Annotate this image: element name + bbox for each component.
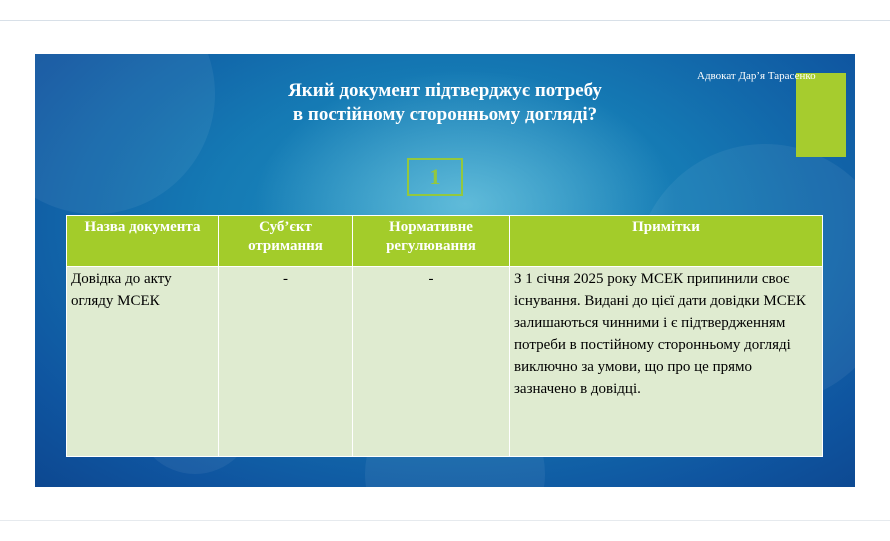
table-row bbox=[67, 267, 823, 457]
top-divider bbox=[0, 20, 890, 21]
header-document-name: Назва документа bbox=[67, 216, 219, 267]
bottom-divider bbox=[0, 520, 890, 521]
header-regulation: Нормативне регулювання bbox=[353, 216, 510, 267]
cell-regulation: - bbox=[353, 267, 510, 457]
slide-title-line-1: Який документ підтверджує потребу bbox=[288, 80, 602, 101]
author-label: Адвокат Дар’я Тарасенко bbox=[697, 70, 816, 82]
cell-notes: З 1 січня 2025 року МСЕК припинили своє існування. Видані до цієї дати довідки МСЕК залишаються чинними і є підтвердженням потреби в постійному сторонньому догляді виключно за умови, що про це прямо зазначено в довідці. bbox=[510, 267, 823, 457]
presentation-slide bbox=[35, 54, 855, 487]
table-header-row bbox=[67, 216, 823, 267]
cell-document-name: Довідка до акту огляду МСЕК bbox=[67, 267, 219, 457]
decor-bokeh bbox=[35, 54, 215, 214]
slide-title-line-2: в постійному сторонньому догляді? bbox=[292, 104, 598, 125]
header-recipient: Суб’єкт отримання bbox=[219, 216, 353, 267]
number-badge: 1 bbox=[407, 158, 463, 196]
header-notes: Примітки bbox=[510, 216, 823, 267]
slide-title bbox=[35, 79, 855, 127]
cell-recipient: - bbox=[219, 267, 353, 457]
document-table bbox=[66, 215, 823, 457]
